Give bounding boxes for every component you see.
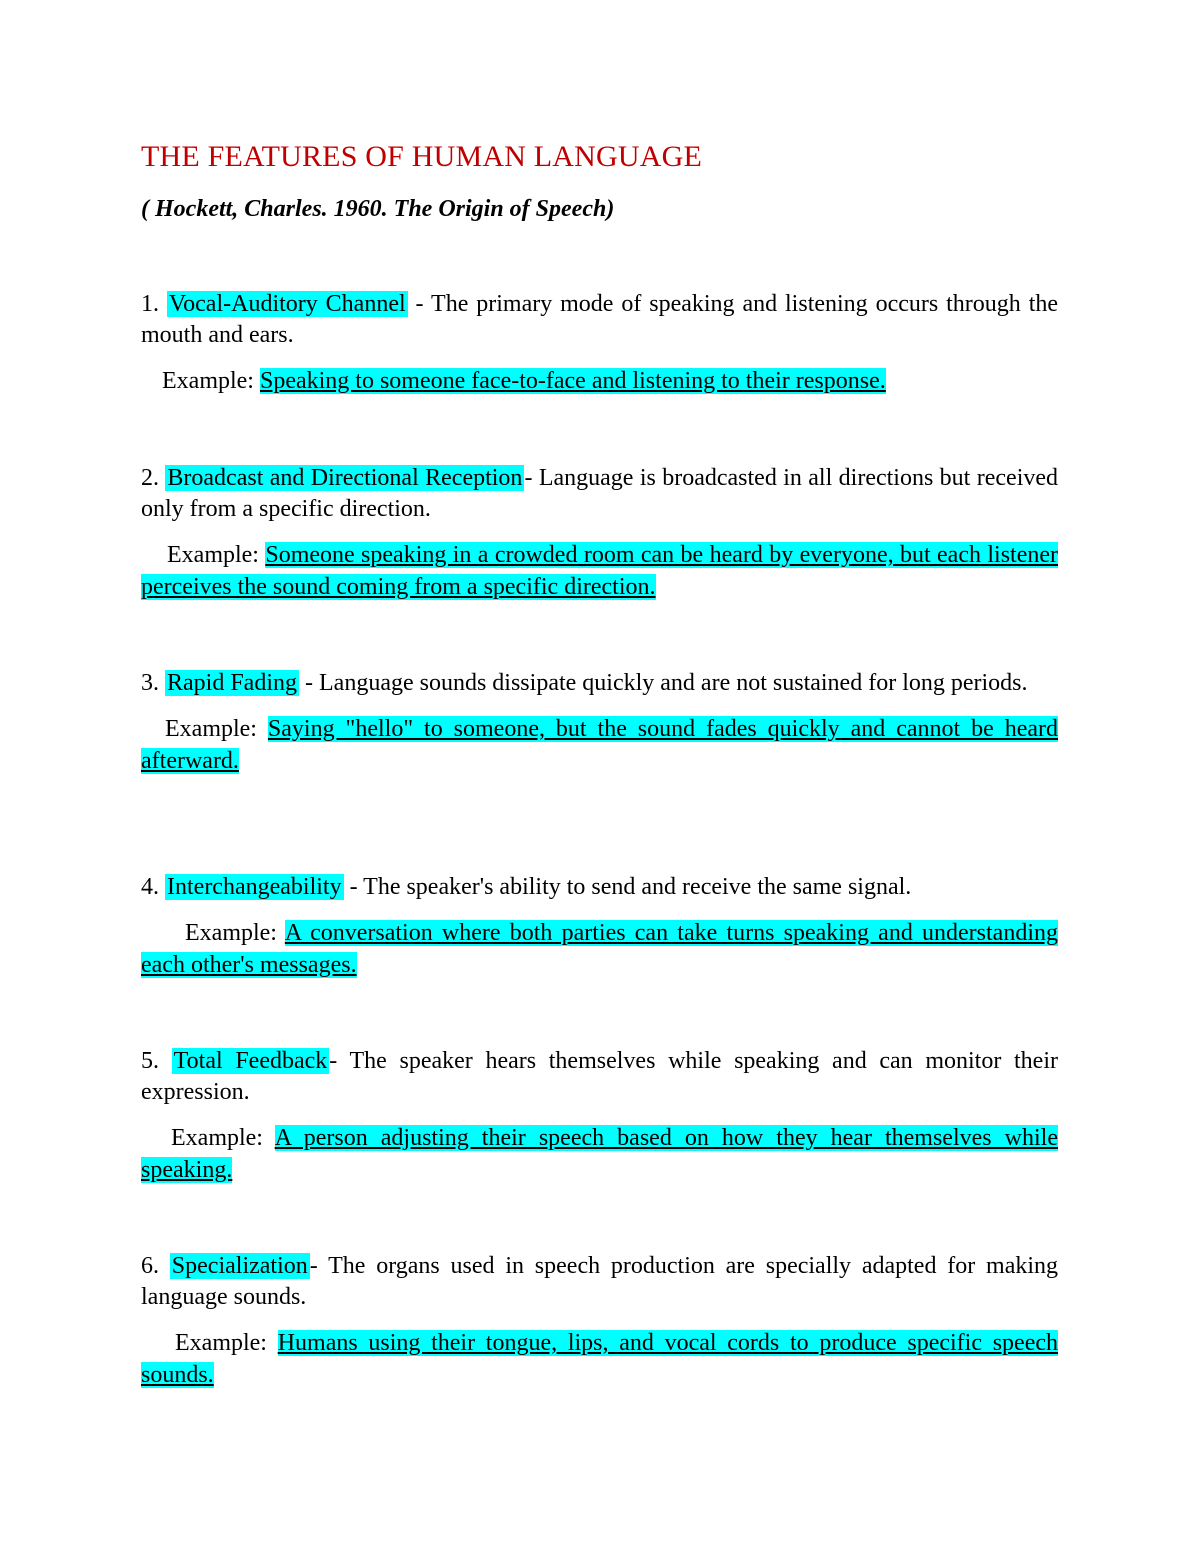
- feature-number: 2.: [141, 465, 166, 491]
- feature-term: Broadcast and Directional Reception: [167, 465, 523, 491]
- feature-example-1: [141, 365, 1058, 397]
- feature-term: Vocal-Auditory Channel: [168, 291, 406, 317]
- feature-definition-text: The speaker hears themselves while speaking and can monitor their expression.: [141, 1048, 1058, 1105]
- feature-term: Rapid Fading: [167, 670, 297, 696]
- feature-term: Total Feedback: [173, 1048, 328, 1074]
- feature-item-6: [141, 1251, 1058, 1391]
- example-text: Someone speaking in a crowded room can be heard by everyone, but each listener perceives the sound coming from a specific direction.: [141, 542, 1059, 600]
- feature-separator: -: [407, 291, 432, 317]
- example-text: Saying "hello" to someone, but the sound fades quickly and cannot be heard afterward.: [141, 716, 1059, 774]
- feature-example-2: [141, 539, 1058, 603]
- feature-item-4: [141, 872, 1058, 981]
- feature-item-2: [141, 463, 1058, 603]
- feature-example-6: [141, 1327, 1058, 1391]
- feature-definition-text: Language sounds dissipate quickly and are not sustained for long periods.: [319, 670, 1028, 696]
- feature-number: 6.: [141, 1253, 170, 1279]
- document-title: THE FEATURES OF HUMAN LANGUAGE: [141, 140, 702, 173]
- feature-definition-1: [141, 289, 1058, 351]
- feature-item-3: [141, 668, 1058, 777]
- feature-term: Interchangeability: [167, 874, 342, 900]
- feature-definition-2: [141, 463, 1058, 525]
- feature-separator: -: [329, 1048, 350, 1074]
- feature-definition-text: The organs used in speech production are specially adapted for making language sounds.: [141, 1253, 1059, 1310]
- feature-definition-text: Language is broadcasted in all directions but received only from a specific direction.: [141, 465, 1059, 522]
- feature-definition-5: [141, 1046, 1058, 1108]
- example-text: Humans using their tongue, lips, and vocal cords to produce specific speech sounds.: [141, 1330, 1058, 1388]
- example-label: Example:: [185, 920, 285, 946]
- feature-example-4: [141, 917, 1058, 981]
- feature-definition-6: [141, 1251, 1058, 1313]
- example-text: Speaking to someone face-to-face and listening to their response.: [259, 368, 886, 394]
- example-text: A person adjusting their speech based on how they hear themselves while speaking.: [141, 1125, 1058, 1183]
- feature-separator: -: [309, 1253, 329, 1279]
- feature-example-3: [141, 713, 1058, 777]
- feature-number: 4.: [141, 874, 165, 900]
- feature-item-5: [141, 1046, 1058, 1186]
- feature-example-5: [141, 1122, 1058, 1186]
- document-citation: ( Hockett, Charles. 1960. The Origin of Speech): [141, 196, 615, 222]
- feature-number: 5.: [141, 1048, 172, 1074]
- example-label: Example:: [162, 368, 260, 394]
- feature-definition-4: [141, 872, 1058, 903]
- feature-definition-text: The speaker's ability to send and receive the same signal.: [363, 874, 912, 900]
- feature-definition-text: The primary mode of speaking and listening occurs through the mouth and ears.: [141, 291, 1059, 348]
- example-label: Example:: [167, 542, 266, 568]
- feature-number: 1.: [141, 291, 167, 317]
- feature-separator: -: [343, 874, 364, 900]
- feature-definition-3: [141, 668, 1058, 699]
- example-label: Example:: [171, 1125, 275, 1151]
- feature-number: 3.: [141, 670, 165, 696]
- feature-separator: -: [524, 465, 539, 491]
- example-label: Example:: [165, 716, 268, 742]
- feature-separator: -: [299, 670, 319, 696]
- feature-item-1: [141, 289, 1058, 397]
- example-text: A conversation where both parties can take turns speaking and understanding each other's messages.: [141, 920, 1058, 978]
- example-label: Example:: [175, 1330, 278, 1356]
- feature-term: Specialization: [171, 1253, 308, 1279]
